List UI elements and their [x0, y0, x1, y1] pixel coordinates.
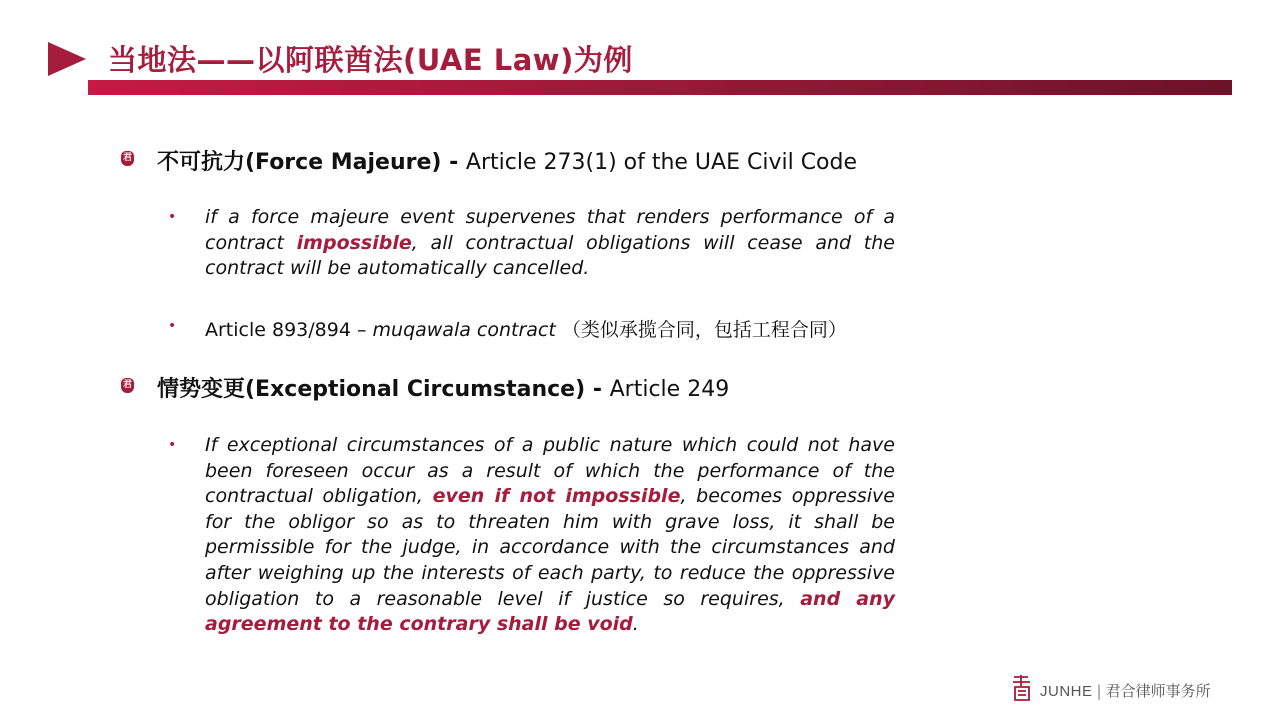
sub-bullet-icon: • — [168, 318, 177, 334]
highlight-even-if-not-impossible: even if not impossible — [432, 485, 681, 508]
page-title: 当地法——以阿联酋法(UAE Law)为例 — [108, 43, 633, 77]
title-arrow-icon — [48, 42, 86, 76]
brand-divider: | — [1096, 682, 1102, 700]
muqawala-line — [205, 315, 847, 342]
sub-bullet-icon: • — [168, 209, 177, 225]
heading-article-text: Article 273(1) of the UAE Civil Code — [465, 150, 858, 175]
exceptional-circumstance-paragraph — [205, 433, 895, 638]
brand-en: JUNHE — [1040, 683, 1093, 700]
junhe-logo-icon — [1010, 674, 1034, 702]
section-heading-exceptional-circumstance — [157, 372, 729, 403]
title-divider-bar — [88, 80, 1232, 95]
muqawala-italic-text: muqawala contract — [372, 319, 556, 341]
heading-bold-text: 情势变更(Exceptional Circumstance) — [157, 377, 586, 402]
chinese-note-text: （类似承揽合同，包括工程合同） — [555, 319, 847, 341]
heading-article-text: Article 249 — [609, 377, 730, 402]
sub-bullet-icon: • — [168, 437, 177, 453]
seal-bullet-icon: 君 — [121, 151, 134, 166]
heading-separator: - — [585, 377, 610, 402]
paragraph-text: , all contractual obligations will cease and the contract will be automatically cancelled. — [205, 231, 895, 280]
force-majeure-paragraph — [205, 205, 895, 282]
heading-bold-text: 不可抗力(Force Majeure) — [157, 150, 442, 175]
footer-brand — [1040, 680, 1211, 701]
section-heading-force-majeure — [157, 145, 857, 176]
heading-separator: - — [441, 150, 466, 175]
brand-cn: 君合律师事务所 — [1105, 682, 1211, 700]
paragraph-text: If exceptional circumstances of a public nature which could not have been foreseen occur as a result of which the performance of the contractual obligation, — [205, 434, 895, 508]
paragraph-end: . — [632, 613, 639, 636]
article-ref-text: Article 893/894 – — [205, 319, 373, 341]
paragraph-text: , becomes oppressive for the obligor so as to threaten him with grave loss, it shall be permissible for the judge, in accordance with the circumstances and after weighing up the interests of each party, to reduce the oppressive obligation to a reasonable level if justice so requires, — [205, 485, 895, 610]
seal-bullet-icon: 君 — [121, 378, 134, 393]
paragraph-text: if a force majeure event supervenes that renders performance of a contract — [205, 206, 895, 254]
highlight-agreement-void: and any agreement to the contrary shall be void — [205, 587, 895, 636]
highlight-impossible: impossible — [296, 231, 412, 254]
